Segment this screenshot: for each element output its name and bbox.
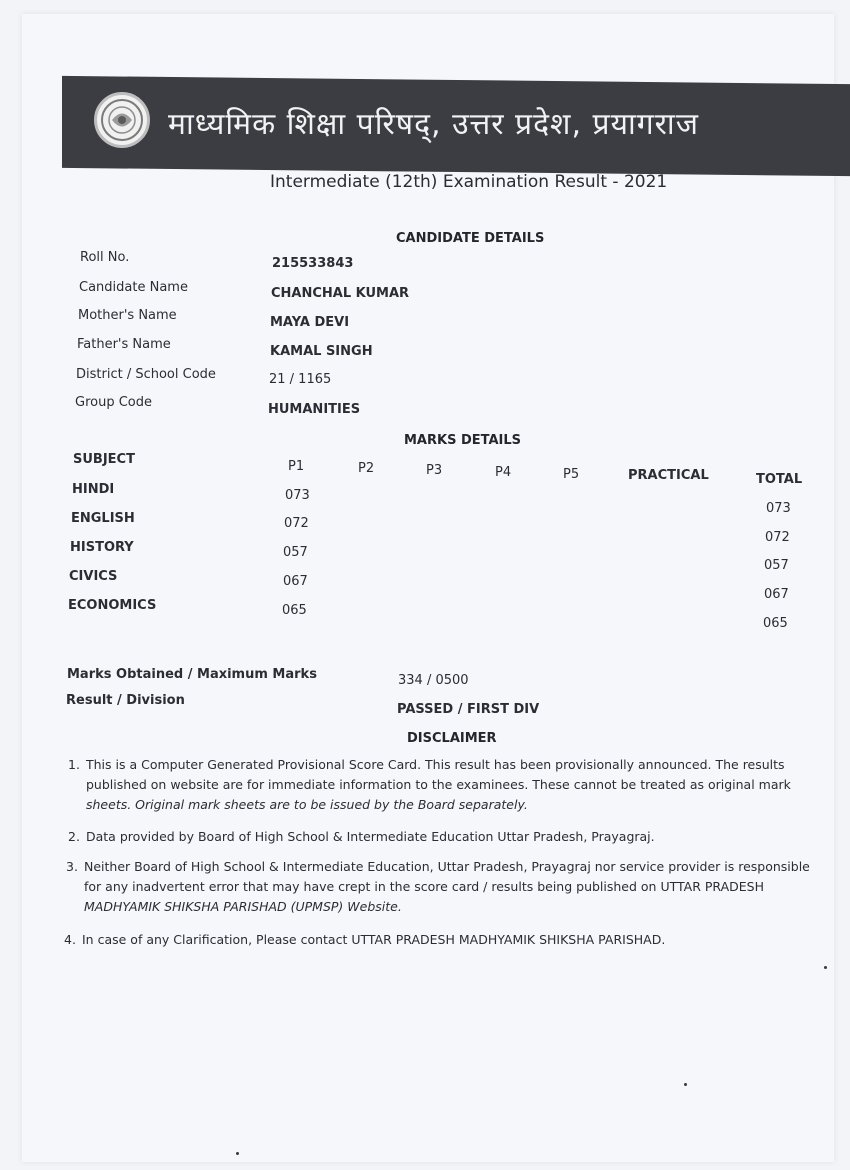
table-row-total: 057 [764, 558, 789, 573]
emblem-graphic [97, 95, 147, 145]
disclaimer-line: In case of any Clarification, Please contact UTTAR PRADESH MADHYAMIK SHIKSHA PARISHAD. [82, 932, 666, 947]
disclaimer-item-4 [64, 930, 824, 950]
scan-speck [824, 966, 827, 969]
roll-no-label: Roll No. [80, 250, 130, 265]
table-row-total: 067 [764, 587, 789, 602]
column-subject: SUBJECT [73, 452, 135, 467]
father-name-value: KAMAL SINGH [270, 344, 373, 359]
disclaimer-item-1 [68, 755, 828, 815]
table-row-subject: HISTORY [70, 540, 134, 555]
mother-name-label: Mother's Name [78, 308, 177, 323]
disclaimer-line: Neither Board of High School & Intermediate Education, Uttar Pradesh, Prayagraj nor service provider is responsible [84, 859, 810, 874]
father-name-label: Father's Name [77, 337, 171, 352]
scan-speck [236, 1152, 239, 1155]
group-code-label: Group Code [75, 395, 152, 410]
column-total: TOTAL [756, 472, 803, 487]
candidate-name-value: CHANCHAL KUMAR [271, 286, 410, 301]
disclaimer-line: MADHYAMIK SHIKSHA PARISHAD (UPMSP) Website. [84, 899, 402, 914]
district-school-code-label: District / School Code [76, 367, 216, 382]
column-p2: P2 [358, 461, 375, 476]
disclaimer-item-3 [66, 857, 826, 917]
table-row-p1: 057 [283, 545, 308, 560]
disclaimer-line: published on website are for immediate information to the examinees. These cannot be treated as original mark [86, 777, 791, 792]
roll-no-value: 215533843 [272, 256, 354, 271]
marks-obtained-label: Marks Obtained / Maximum Marks [67, 667, 317, 682]
table-row-total: 072 [765, 530, 790, 545]
scan-speck [684, 1083, 687, 1086]
exam-title: Intermediate (12th) Examination Result - 2021 [270, 172, 668, 192]
table-row-total: 065 [763, 616, 788, 631]
table-row-p1: 067 [283, 574, 308, 589]
disclaimer-line: Data provided by Board of High School & Intermediate Education Uttar Pradesh, Prayagraj. [86, 829, 655, 844]
table-row-p1: 073 [285, 488, 310, 503]
table-row-total: 073 [766, 501, 791, 516]
group-code-value: HUMANITIES [268, 402, 361, 417]
table-row-subject: CIVICS [69, 569, 118, 584]
marks-details-heading: MARKS DETAILS [404, 433, 522, 448]
disclaimer-item-2 [68, 827, 828, 847]
disclaimer-line: This is a Computer Generated Provisional Score Card. This result has been provisionally announced. The results [86, 757, 785, 772]
column-p1: P1 [288, 459, 305, 474]
column-p5: P5 [563, 467, 580, 482]
candidate-name-label: Candidate Name [79, 280, 188, 295]
disclaimer-number: 2. [68, 829, 80, 844]
disclaimer-number: 1. [68, 757, 80, 772]
marks-obtained-value: 334 / 0500 [398, 673, 469, 688]
table-row-subject: ECONOMICS [68, 598, 157, 613]
table-row-subject: HINDI [72, 482, 115, 497]
table-row-p1: 065 [282, 603, 307, 618]
district-school-code-value: 21 / 1165 [269, 372, 332, 387]
table-row-p1: 072 [284, 516, 309, 531]
disclaimer-number: 4. [64, 932, 76, 947]
table-row-subject: ENGLISH [71, 511, 135, 526]
result-division-label: Result / Division [66, 693, 185, 708]
result-division-value: PASSED / FIRST DIV [397, 702, 540, 717]
disclaimer-line: for any inadvertent error that may have crept in the score card / results being published on UTTAR PRADESH [84, 879, 765, 894]
disclaimer-line: sheets. Original mark sheets are to be issued by the Board separately. [86, 797, 528, 812]
disclaimer-heading: DISCLAIMER [407, 731, 497, 746]
disclaimer-number: 3. [66, 859, 78, 874]
column-practical: PRACTICAL [628, 468, 709, 483]
upmsp-emblem-icon [94, 92, 150, 148]
mother-name-value: MAYA DEVI [270, 315, 350, 330]
column-p3: P3 [426, 463, 443, 478]
board-title-hindi: माध्यमिक शिक्षा परिषद्, उत्तर प्रदेश, प्रयागराज [168, 107, 699, 142]
column-p4: P4 [495, 465, 512, 480]
candidate-details-heading: CANDIDATE DETAILS [396, 231, 545, 246]
